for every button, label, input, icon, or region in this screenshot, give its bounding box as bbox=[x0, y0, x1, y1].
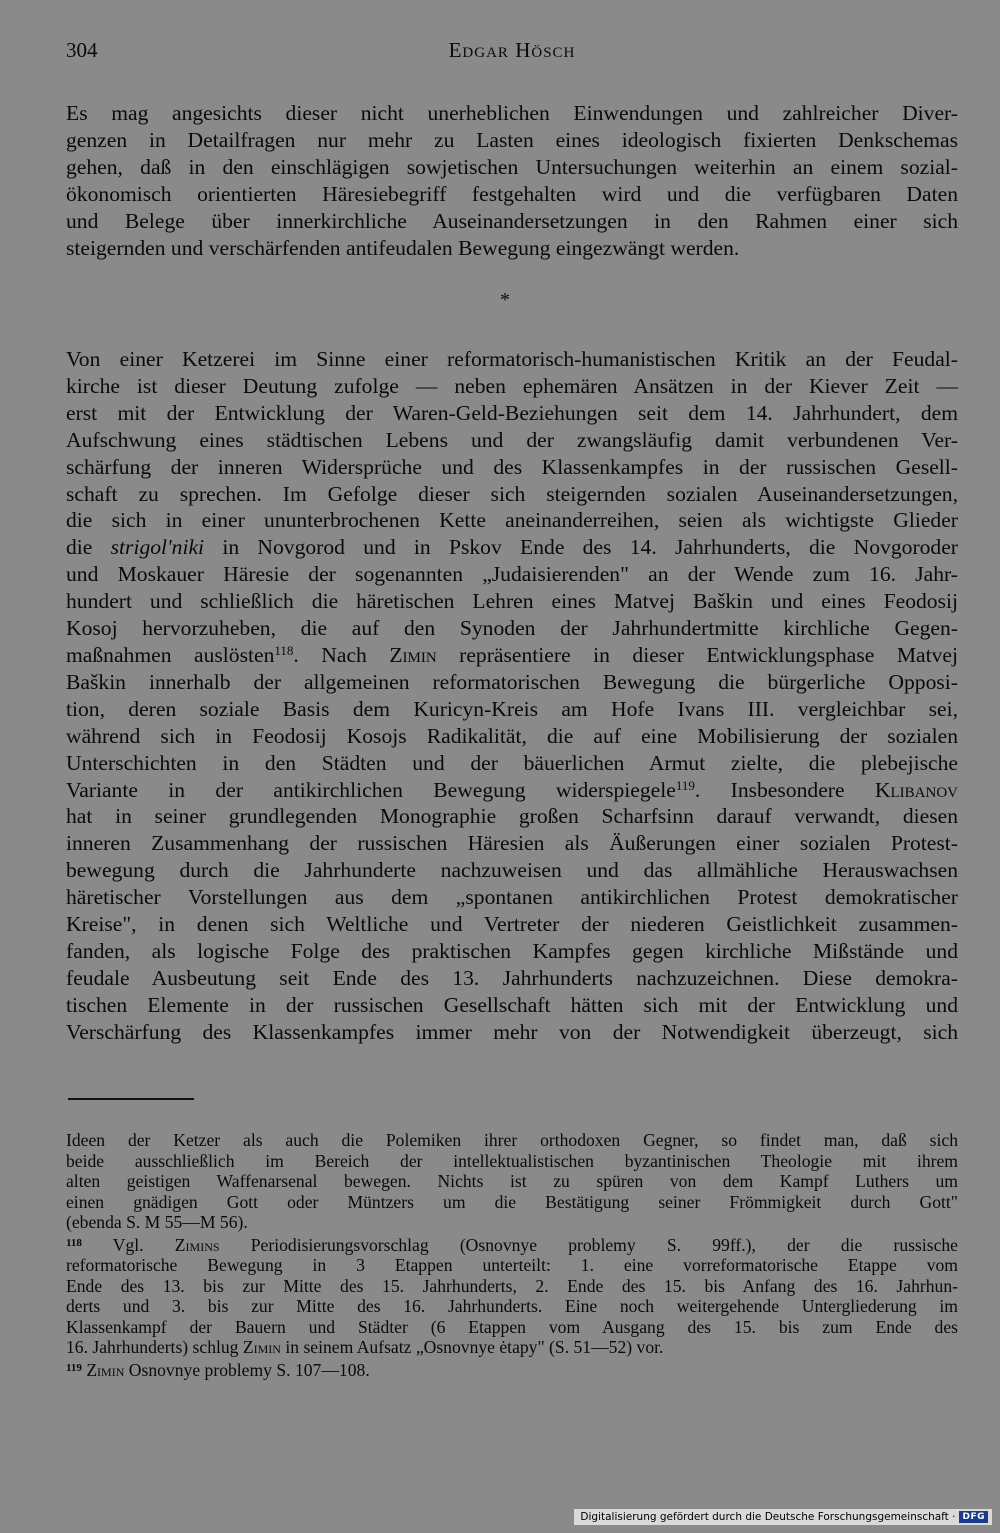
text-line: fanden, als logische Folge des praktischen Kampfes gegen kirchliche Mißstände und bbox=[66, 938, 958, 963]
text-run: . Insbesondere bbox=[694, 777, 875, 802]
text-line: tion, deren soziale Basis dem Kuricyn-Kreis am Hofe Ivans III. vergleichbar sei, bbox=[66, 696, 958, 721]
text-line: Es mag angesichts dieser nicht unerheblichen Einwendungen und zahlreicher Diver- bbox=[66, 101, 958, 125]
footnote-118 bbox=[66, 1233, 958, 1256]
text-line: schaft zu sprechen. Im Gefolge dieser sich steigernden sozialen Auseinandersetzungen, bbox=[66, 481, 958, 506]
text-line: schärfung der inneren Widersprüche und des Klassenkampfes in der russischen Gesell- bbox=[66, 454, 958, 479]
italic-term: strigol'niki bbox=[110, 535, 205, 560]
text-run: . Nach bbox=[293, 642, 390, 667]
footnote-ref-118[interactable]: 118 bbox=[274, 642, 294, 658]
text-line: häretischer Vorstellungen aus dem „spontanen antikirchlichen Protest demokratischer bbox=[66, 885, 958, 910]
paragraph-2 bbox=[66, 346, 958, 1046]
author-name: Zimin bbox=[86, 1359, 125, 1380]
text-run: repräsentiere in dieser Entwicklungsphase Matvej bbox=[436, 642, 958, 667]
author-name: Zimin bbox=[389, 642, 437, 667]
text-run: in seinem Aufsatz „Osnovnye ėtapy" (S. 51—52) vor. bbox=[280, 1337, 664, 1357]
text-line: während sich in Feodosij Kosojs Radikalität, die auf eine Mobilisierung der sozialen bbox=[66, 723, 958, 748]
text-line: und Moskauer Häresie der sogenannten „Judaisierenden" an der Wende zum 16. Jahr- bbox=[66, 562, 958, 587]
text-line: ökonomisch orientierten Häresiebegriff festgehalten wird und die verfügbaren Daten bbox=[66, 181, 958, 206]
text-line: und Belege über innerkirchliche Auseinandersetzungen in den Rahmen einer sich bbox=[66, 208, 958, 233]
text-line: Kreise", in denen sich Weltliche und Vertreter der niederen Geistlichkeit zusammen- bbox=[66, 912, 958, 937]
text-line bbox=[66, 777, 958, 804]
text-line: hat in seiner grundlegenden Monographie großen Scharfsinn darauf verwandt, diesen bbox=[66, 804, 958, 829]
footnote-line: einen gnädigen Gott oder Müntzers um die Bestätigung seiner Frömmigkeit durch Gott" bbox=[66, 1191, 958, 1212]
text-line: feudale Ausbeutung seit Ende des 13. Jahrhunderts nachzuzeichnen. Diese demokra- bbox=[66, 965, 958, 990]
text-line: Kosoj hervorzuheben, die auf den Synoden der Jahrhundertmitte kirchliche Gegen- bbox=[66, 616, 958, 641]
page-number: 304 bbox=[66, 38, 98, 62]
text-line: die sich in einer ununterbrochenen Kette aneinanderreihen, seien als wichtigste Glieder bbox=[66, 508, 958, 533]
footnote-rule bbox=[68, 1098, 194, 1100]
running-head: Edgar Hösch bbox=[448, 38, 576, 62]
text-run: Periodisierungsvorschlag (Osnovnye problemy S. 99ff.), der die russische bbox=[219, 1234, 958, 1255]
footnote-line bbox=[66, 1337, 958, 1358]
footnote-number: 118 bbox=[66, 1236, 82, 1249]
footnote-line: Ideen der Ketzer als auch die Polemiken ihrer orthodoxen Gegner, so findet man, daß sich bbox=[66, 1130, 958, 1150]
text-line: bewegung durch die Jahrhunderte nachzuweisen und das allmähliche Herauswachsen bbox=[66, 858, 958, 883]
author-name: Klibanov bbox=[874, 777, 958, 802]
text-line: Von einer Ketzerei im Sinne einer reformatorisch-humanistischen Kritik an der Feudal- bbox=[66, 347, 958, 371]
text-line: Verschärfung des Klassenkampfes immer mehr von der Notwendigkeit überzeugt, sich bbox=[66, 1019, 958, 1044]
text-run: in Novgorod und in Pskov Ende des 14. Jahrhunderts, die Novgoroder bbox=[204, 535, 959, 560]
text-line: hundert und schließlich die häretischen Lehren eines Matvej Baškin und eines Feodosij bbox=[66, 589, 958, 614]
section-divider: * bbox=[500, 289, 510, 311]
footnote-line: beide ausschließlich im Bereich der intellektualistischen byzantinischen Theologie mit ihrem bbox=[66, 1150, 958, 1171]
text-line: tischen Elemente in der russischen Gesellschaft hätten sich mit der Entwicklung und bbox=[66, 992, 958, 1017]
text-run: Vgl. bbox=[81, 1234, 175, 1255]
footnote-line: (ebenda S. M 55—M 56). bbox=[66, 1212, 248, 1232]
footnote-119 bbox=[66, 1358, 958, 1381]
text-line bbox=[66, 534, 958, 561]
text-line: Aufschwung eines städtischen Lebens und der zwangsläufig damit verbundenen Ver- bbox=[66, 427, 958, 452]
text-run: 16. Jahrhunderts) schlug bbox=[66, 1337, 243, 1357]
text-line: Unterschichten in den Städten und der bäuerlichen Armut zielte, die plebejische bbox=[66, 750, 958, 775]
credit-text: Digitalisierung gefördert durch die Deutsche Forschungsgemeinschaft · bbox=[580, 1511, 956, 1523]
text-line: kirche ist dieser Deutung zufolge — neben ephemären Ansätzen in der Kiever Zeit — bbox=[66, 373, 958, 398]
author-name: Zimins bbox=[174, 1234, 220, 1255]
text-line: erst mit der Entwicklung der Waren-Geld-Beziehungen seit dem 14. Jahrhundert, dem bbox=[66, 400, 958, 425]
footnotes bbox=[66, 1130, 958, 1380]
footnote-line: alten geistigen Waffenarsenal bewegen. Nichts ist zu spüren von dem Kampf Luthers um bbox=[66, 1171, 958, 1191]
text-line: steigernden und verschärfenden antifeudalen Bewegung eingezwängt werden. bbox=[66, 235, 740, 260]
footnote-line: Klassenkampf der Bauern und Städter (6 Etappen vom Ausgang des 15. bis zum Ende des bbox=[66, 1316, 958, 1337]
footnote-number: 119 bbox=[66, 1361, 82, 1374]
text-run: Osnovnye problemy S. 107—108. bbox=[124, 1359, 370, 1380]
dfg-logo-icon: DFG bbox=[959, 1511, 988, 1523]
text-run: Variante in der antikirchlichen Bewegung widerspiegele bbox=[66, 777, 676, 802]
text-line bbox=[66, 642, 958, 669]
text-line: genzen in Detailfragen nur mehr zu Lasten eines ideologisch fixierten Denkschemas bbox=[66, 127, 958, 152]
page-header bbox=[66, 38, 958, 68]
footnote-ref-119[interactable]: 119 bbox=[675, 777, 695, 793]
text-line: gehen, daß in den einschlägigen sowjetischen Untersuchungen weiterhin an einem sozial- bbox=[66, 154, 958, 179]
text-line: inneren Zusammenhang der russischen Häresien als Äußerungen einer sozialen Protest- bbox=[66, 831, 958, 856]
text-run: maßnahmen auslösten bbox=[66, 642, 275, 667]
text-run: die bbox=[66, 535, 111, 560]
digitization-credit bbox=[574, 1509, 992, 1525]
text-line: Baškin innerhalb der allgemeinen reformatorischen Bewegung die bürgerliche Opposi- bbox=[66, 669, 958, 694]
footnote-line: reformatorische Bewegung in 3 Etappen unterteilt: 1. eine vorreformatorische Etappe vom bbox=[66, 1255, 958, 1275]
author-name: Zimin bbox=[242, 1337, 281, 1357]
footnote-line: Ende des 13. bis zur Mitte des 15. Jahrhunderts, 2. Ende des 15. bis Anfang des 16. Jahrhun- bbox=[66, 1275, 958, 1296]
paragraph-1 bbox=[66, 100, 958, 261]
footnote-line: derts und 3. bis zur Mitte des 16. Jahrhunderts. Eine noch weitergehende Untergliederung im bbox=[66, 1296, 958, 1316]
